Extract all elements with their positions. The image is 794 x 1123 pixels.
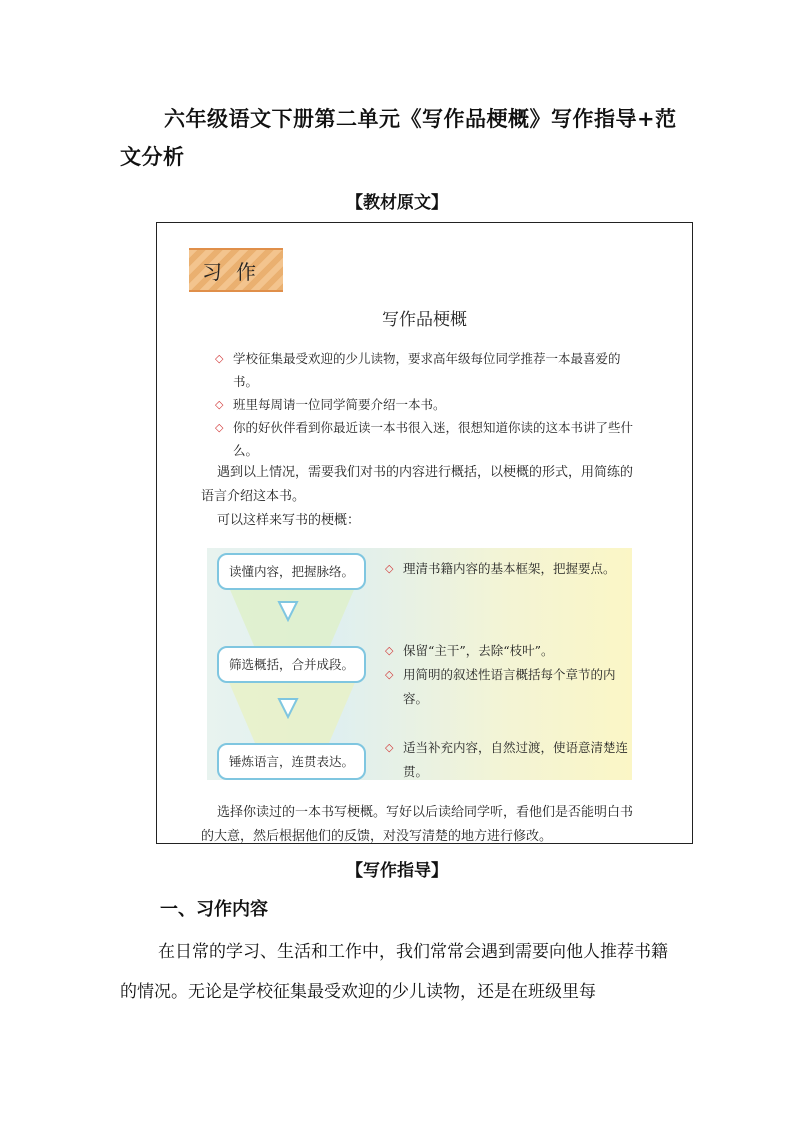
tip-item: ◇ 保留“主干”，去除“枝叶”。: [385, 639, 630, 663]
document-title: [120, 100, 680, 176]
situation-item: ◇ 你的好伙伴看到你最近读一本书很入迷，很想知道你读的这本书讲了些什么。: [215, 416, 635, 462]
tip-item: ◇ 适当补充内容，自然过渡，使语意清楚连贯。: [385, 736, 630, 784]
tip-item: ◇ 理清书籍内容的基本框架，把握要点。: [385, 557, 630, 581]
step-2-tips: [385, 639, 630, 711]
guide-paragraph: 在日常的学习、生活和工作中，我们常常会遇到需要向他人推荐书籍的情况。无论是学校征集最受欢迎的少儿读物，还是在班级里每: [120, 942, 668, 1002]
situation-list: [215, 347, 635, 462]
textbook-title: 写作品梗概: [382, 310, 467, 330]
tip-item: ◇ 用简明的叙述性语言概括每个章节的内容。: [385, 663, 630, 711]
title-line-1: 六年级语文下册第二单元《写作品梗概》写作指导+范: [164, 106, 677, 131]
banner-label: 习作: [202, 260, 270, 284]
step-1-label: 读懂内容，把握脉络。: [217, 553, 366, 590]
banner-xizuo: [189, 248, 283, 292]
step-1-tips: [385, 557, 630, 581]
textbook-excerpt: [156, 222, 693, 844]
guide-body: [120, 932, 680, 1012]
title-line-2: 文分析: [120, 144, 185, 169]
step-3-tips: [385, 736, 630, 784]
down-arrow-icon: [277, 600, 299, 622]
method-lead: 可以这样来写书的梗概：: [217, 513, 361, 528]
assignment-paragraph: 选择你读过的一本书写梗概。写好以后读给同学听，看他们是否能明白书的大意，然后根据他们的反馈，对没写清楚的地方进行修改。: [201, 805, 634, 844]
section-guide-heading: 【写作指导】: [346, 861, 448, 881]
step-2-label: 筛选概括，合并成段。: [217, 646, 366, 683]
situation-item: ◇ 班里每周请一位同学简要介绍一本书。: [215, 393, 635, 416]
down-arrow-icon: [277, 697, 299, 719]
intro-paragraph: 遇到以上情况，需要我们对书的内容进行概括，以梗概的形式，用简练的语言介绍这本书。: [201, 465, 634, 504]
section-original-heading: 【教材原文】: [346, 193, 448, 213]
step-3-label: 锤炼语言，连贯表达。: [217, 743, 366, 780]
guide-subheading: 一、习作内容: [160, 899, 268, 920]
situation-item: ◇ 学校征集最受欢迎的少儿读物，要求高年级每位同学推荐一本最喜爱的书。: [215, 347, 635, 393]
